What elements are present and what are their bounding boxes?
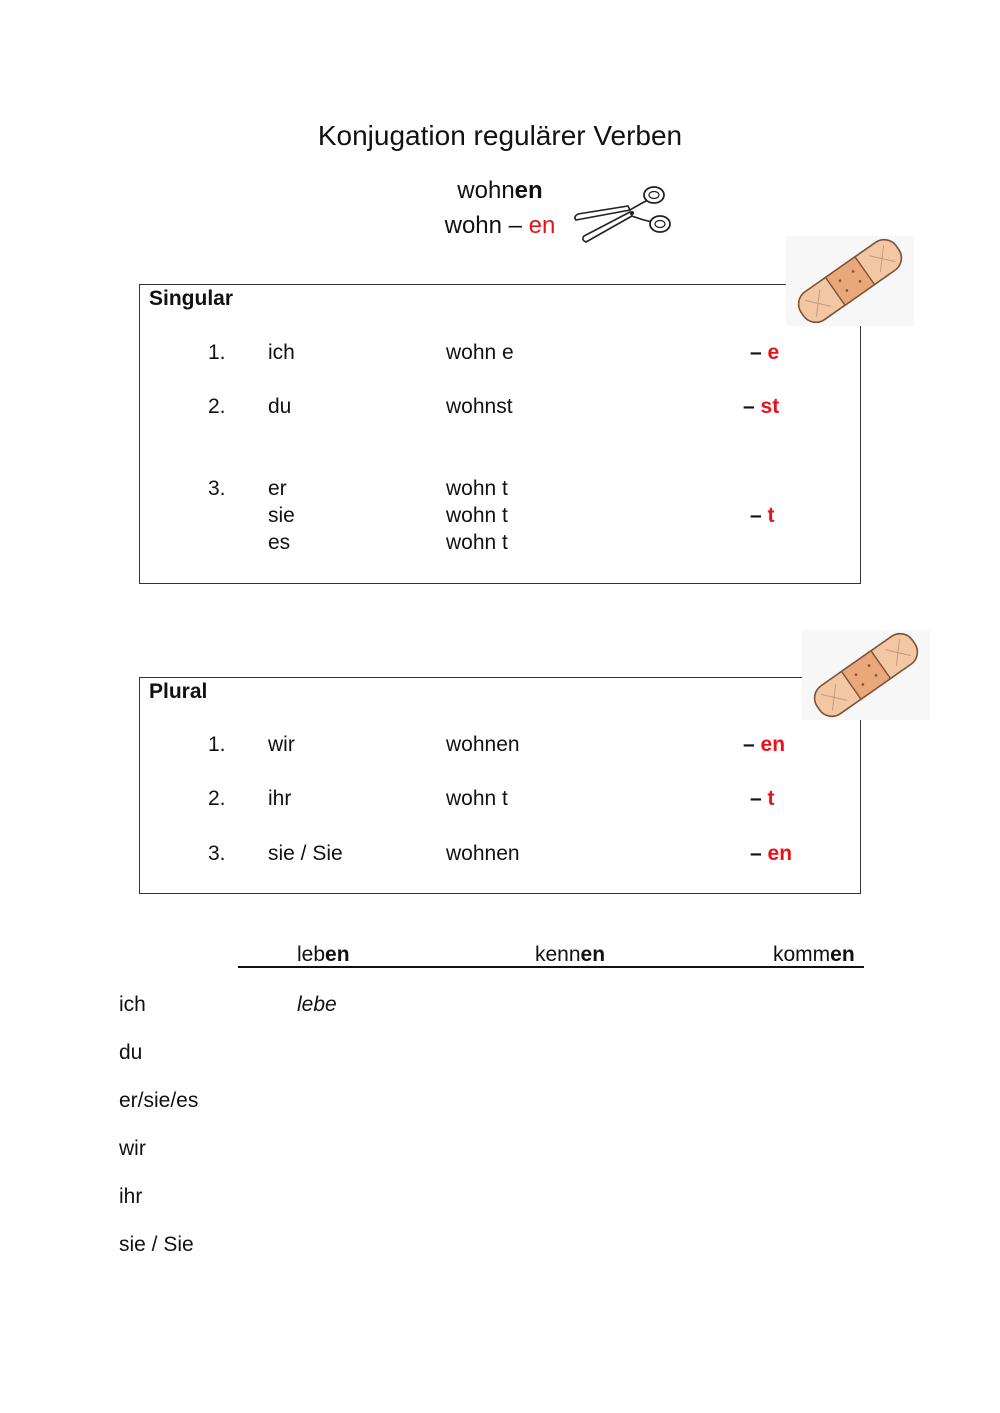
- exercise-pronoun-du: du: [119, 1041, 143, 1064]
- plural-row-2-num: 2.: [208, 787, 226, 810]
- plural-row-1-ending: – en: [743, 733, 786, 756]
- singular-row-3-form-er: wohn t: [446, 477, 508, 500]
- verb-ending: en: [514, 177, 543, 204]
- singular-row-2-pronoun: du: [268, 395, 292, 418]
- exercise-pronoun-sie-Sie: sie / Sie: [119, 1233, 194, 1256]
- singular-row-3-form-es: wohn t: [446, 531, 508, 554]
- bandage-icon: [786, 236, 914, 326]
- singular-row-2-ending: – st: [743, 395, 780, 418]
- singular-row-2-form: wohnst: [446, 395, 513, 418]
- singular-row-1-ending: – e: [750, 341, 780, 364]
- singular-row-2-num: 2.: [208, 395, 226, 418]
- singular-row-3-pronoun-es: es: [268, 531, 291, 554]
- singular-label: Singular: [149, 287, 234, 310]
- singular-row-3-num: 3.: [208, 477, 226, 500]
- exercise-pronoun-wir: wir: [119, 1137, 146, 1160]
- singular-row-3-pronoun-er: er: [268, 477, 287, 500]
- singular-row-1-pronoun: ich: [268, 341, 295, 364]
- exercise-verb-leben: leben: [297, 943, 350, 966]
- singular-row-3-form-sie: wohn t: [446, 504, 508, 527]
- bandage-icon: [802, 630, 930, 720]
- plural-row-1-num: 1.: [208, 733, 226, 756]
- singular-row-3-pronoun-sie: sie: [268, 504, 295, 527]
- exercise-pronoun-ich: ich: [119, 993, 146, 1016]
- plural-row-3-ending: – en: [750, 842, 793, 865]
- exercise-pronoun-er-sie-es: er/sie/es: [119, 1089, 199, 1112]
- plural-row-2-ending: – t: [750, 787, 775, 810]
- plural-row-1-pronoun: wir: [268, 733, 295, 756]
- plural-row-2-form: wohn t: [446, 787, 508, 810]
- singular-row-3-ending: – t: [750, 504, 775, 527]
- verb-stem: wohn: [457, 177, 515, 204]
- exercise-verb-kennen: kennen: [535, 943, 606, 966]
- plural-row-3-num: 3.: [208, 842, 226, 865]
- exercise-pronoun-ihr: ihr: [119, 1185, 143, 1208]
- verb-split-stem: wohn –: [444, 212, 529, 239]
- exercise-header-rule: [238, 966, 864, 968]
- exercise-example-answer: lebe: [297, 993, 337, 1016]
- plural-row-1-form: wohnen: [446, 733, 520, 756]
- singular-row-1-form: wohn e: [446, 341, 514, 364]
- scissors-icon: [572, 180, 680, 246]
- plural-label: Plural: [149, 680, 208, 703]
- verb-split-ending: en: [528, 212, 556, 239]
- plural-row-3-form: wohnen: [446, 842, 520, 865]
- plural-row-2-pronoun: ihr: [268, 787, 292, 810]
- singular-row-1-num: 1.: [208, 341, 226, 364]
- plural-row-3-pronoun: sie / Sie: [268, 842, 343, 865]
- exercise-verb-kommen: kommen: [773, 943, 855, 966]
- page-title: Konjugation regulärer Verben: [317, 120, 683, 151]
- verb-infinitive: [0, 177, 1000, 205]
